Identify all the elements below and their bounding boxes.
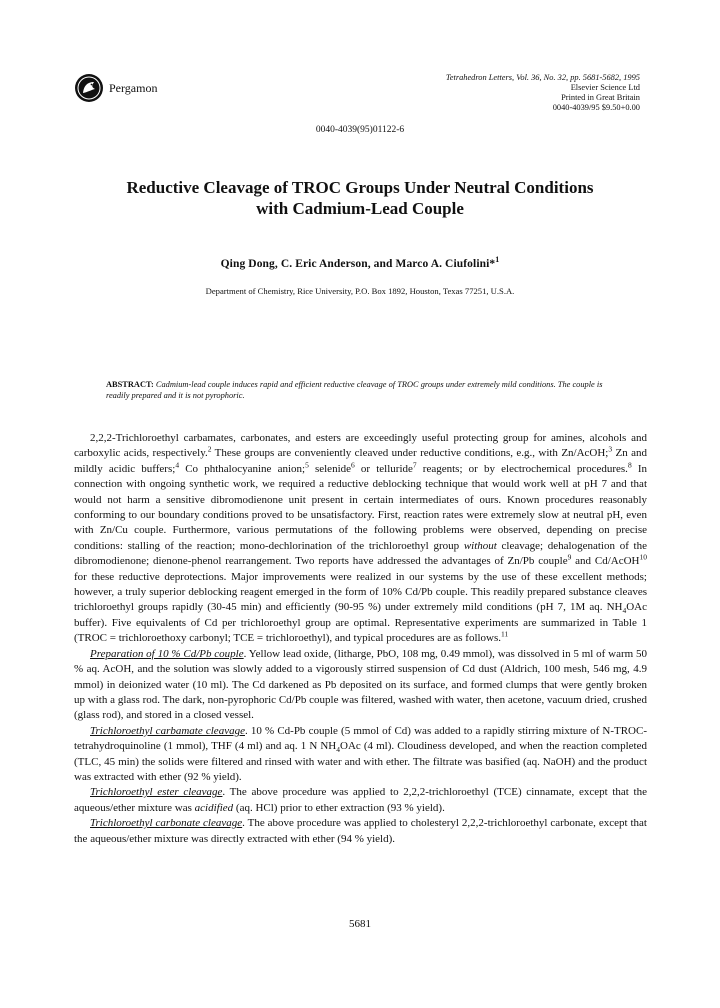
publisher-line: Elsevier Science Ltd (570, 83, 640, 92)
abstract (106, 380, 621, 401)
ref-mark: 10 (639, 552, 647, 562)
journal-info (446, 73, 640, 113)
doi: 0040-4039(95)01122-6 (315, 125, 405, 135)
pergamon-logo-icon (74, 73, 104, 103)
author-footnote-mark: 1 (495, 255, 500, 264)
paragraph-carbonate: Trichloroethyl carbonate cleavage. The above procedure was applied to cholesteryl 2,2,2-trichloroethyl carbonate, except that the aqueous/ether mixture was directly extracted with ether (94 % yield). (74, 817, 647, 845)
paragraph-carbamate: Trichloroethyl carbamate cleavage. 10 % Cd-Pb couple (5 mmol of Cd) was added to a rapidly stirring mixture of N-TROC-tetrahydroquinoline (1 mmol), THF (4 ml) and aq. 1 N $NH_4OAc$ (4 ml). Cloudiness developed, and when the reaction completed (TLC, 45 min) the solids were filtered and rinsed with water and with ether. The filtrate was basified (aq. NaOH) and the product was extracted with ether (92 % yield). (74, 724, 648, 783)
ref-mark: 4 (175, 460, 180, 470)
ref-mark: 2 (207, 444, 212, 454)
body-text (74, 431, 647, 847)
affiliation: Department of Chemistry, Rice University, P.O. Box 1892, Houston, Texas 77251, U.S.A. (205, 286, 515, 296)
journal-citation: Tetrahedron Letters, Vol. 36, No. 32, pp. 5681-5682, 1995 (445, 73, 640, 82)
authors (0, 255, 720, 270)
paragraph-preparation: Preparation of 10 % Cd/Pb couple. Yellow lead oxide, (litharge, PbO, 108 mg, 0.49 mmol), was dissolved in 5 ml of warm 50 % aq. AcOH, and the solution was slowly added to a vigorously stirred suspension of Cd dust (Aldrich, 100 mesh, 546 mg, 4.9 mmol) in deionized water (10 ml). The Cd darkened as Pb deposited on its surface, and formed clumps that were gently broken up with a glass rod. The dark, non-pyrophoric Cd/Pb couple was filtered, washed with water, then acetone, vacuum dried, crushed (glass rod), and stored in a closed vessel. (74, 647, 647, 722)
paper-title (60, 177, 660, 219)
author-list: Qing Dong, C. Eric Anderson, and Marco A. Ciufolini* (220, 257, 496, 270)
ref-mark: 7 (412, 460, 417, 470)
paragraph-ester: Trichloroethyl ester cleavage. The above procedure was applied to 2,2,2-trichloroethyl (TCE) cinnamate, except that the aqueous/ether mixture was acidified (aq. HCl) prior to ether extraction (93 % yield). (74, 786, 647, 814)
ref-mark: 8 (627, 460, 632, 470)
title-line-1: Reductive Cleavage of TROC Groups Under Neutral Conditions (126, 178, 594, 197)
price-line: 0040-4039/95 $9.50+0.00 (552, 103, 640, 112)
procedure-heading: Trichloroethyl ester cleavage (90, 786, 223, 799)
ref-mark: 3 (608, 444, 613, 454)
page-number: 5681 (349, 918, 371, 930)
ref-mark: 5 (305, 460, 309, 470)
paragraph-intro: 2,2,2-Trichloroethyl carbamates, carbonates, and esters are exceedingly useful protecting group for amines, alcohols and carboxylic acids, respectively.$^2$ These groups are conveniently cleaved under reductive conditions, e.g., with Zn/AcOH;$^3$ Zn and mildly acidic buffers;$^4$ Co phthalocyanine anion;$^5$ selenide$^6$ or telluride$^7$ reagents; or by electrochemical procedures.$^8$ In connection with ongoing synthetic work, we required a reductive deblocking technique that would work well at pH 7 and that would not harm a sensitive dibromodienone unit present in certain intermediates of ours. Known procedures reasonably conforming to our boundary conditions proved to be unsatisfactory. First, reaction rates were extremely slow at neutral pH, even with Zn/Cu couple. Furthermore, various permutations of the following problems were observed, depending on precise conditions: stalling of the reaction; mono-dechlorination of the trichloroethyl group without cleavage; dehalogenation of the dibromodienone; dienone-phenol rearrangement. Two reports have addressed the advantages of Zn/Pb couple$^9$ and Cd/AcOH$^{10}$ for these reductive deprotections. Major improvements were realized in our systems by the use of these excellent methods; however, a truly superior deblocking reagent emerged in the form of 10% Cd/Pb couple. This readily prepared substance cleaves trichloroethyl groups rapidly (30-45 min) and efficiently (90-95 %) under extremely mild conditions (pH 7, 1M aq. $NH_4OAc$ buffer). Five equivalents of Cd per trichloroethyl group are optimal. Representative experiments are summarized in Table 1 (TROC = trichloroethoxy carbonyl; TCE = trichloroethyl), and typical procedures are as follows.$^{11}$ (74, 432, 648, 645)
publisher-name: Pergamon (109, 80, 158, 95)
printed-line: Printed in Great Britain (561, 93, 640, 102)
procedure-heading: Preparation of 10 % Cd/Pb couple (90, 647, 244, 660)
procedure-heading: Trichloroethyl carbonate cleavage (90, 817, 243, 830)
ref-mark: 6 (351, 460, 355, 470)
procedure-heading: Trichloroethyl carbamate cleavage (90, 724, 245, 737)
publisher-block (74, 73, 157, 103)
abstract-label: ABSTRACT: (106, 380, 154, 389)
ref-mark: 9 (567, 552, 572, 562)
abstract-text: Cadmium-lead couple induces rapid and efficient reductive cleavage of TROC groups under extremely mild conditions. The couple is readily prepared and it is not pyrophoric. (106, 380, 603, 400)
ref-mark: 11 (501, 629, 509, 639)
title-line-2: with Cadmium-Lead Couple (256, 199, 464, 218)
